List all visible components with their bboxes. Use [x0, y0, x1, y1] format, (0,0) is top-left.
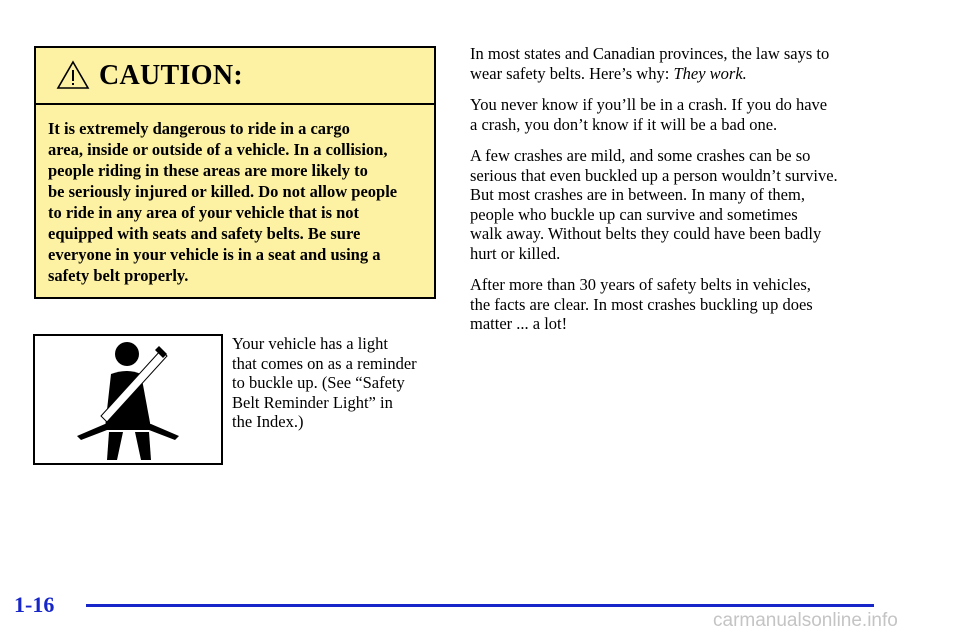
- seatbelt-reminder-icon: [35, 336, 221, 463]
- caution-line: everyone in your vehicle is in a seat and using a: [48, 245, 381, 264]
- watermark: carmanualsonline.info: [713, 610, 898, 631]
- caution-box: [34, 46, 436, 299]
- warning-triangle-icon: [56, 60, 90, 90]
- reminder-line: that comes on as a reminder: [232, 353, 417, 373]
- paragraph-law: [470, 44, 910, 83]
- paragraph-text: wear safety belts. Here’s why:: [470, 63, 674, 83]
- paragraph-line: [470, 64, 910, 84]
- paragraph-line: the facts are clear. In most crashes buckling up does: [470, 294, 813, 314]
- paragraph-line: serious that even buckled up a person wouldn’t survive.: [470, 165, 838, 185]
- page-number: 1-16: [14, 592, 55, 617]
- caution-header: [36, 48, 434, 105]
- caution-line: to ride in any area of your vehicle that is not: [48, 203, 360, 222]
- paragraph-line: matter ... a lot!: [470, 314, 568, 333]
- paragraph-line: hurt or killed.: [470, 243, 561, 263]
- reminder-text: [232, 334, 442, 432]
- paragraph-line: After more than 30 years of safety belts in vehicles,: [470, 275, 811, 294]
- paragraph-line: a crash, you don’t know if it will be a bad one.: [470, 114, 778, 134]
- caution-line: safety belt properly.: [48, 266, 189, 285]
- caution-title: CAUTION:: [99, 60, 243, 91]
- right-column: [470, 44, 910, 346]
- paragraph-line: A few crashes are mild, and some crashes can be so: [470, 146, 811, 165]
- paragraph-line: In most states and Canadian provinces, the law says to: [470, 44, 830, 63]
- caution-line: be seriously injured or killed. Do not allow people: [48, 182, 398, 201]
- reminder-line: the Index.): [232, 412, 304, 431]
- reminder-line: to buckle up. (See “Safety: [232, 373, 405, 392]
- reminder-line: Your vehicle has a light: [232, 334, 388, 353]
- caution-line: people riding in these areas are more likely to: [48, 161, 368, 180]
- caution-line: area, inside or outside of a vehicle. In a collision,: [48, 140, 388, 159]
- footer-rule: [86, 604, 874, 607]
- paragraph-line: people who buckle up can survive and sometimes: [470, 204, 798, 224]
- caution-line: It is extremely dangerous to ride in a cargo: [48, 119, 350, 138]
- paragraph-facts: [470, 275, 910, 334]
- emphasis-text: They work.: [673, 63, 747, 83]
- paragraph-crash: [470, 95, 910, 134]
- paragraph-severity: [470, 146, 910, 263]
- caution-body: [48, 118, 434, 286]
- seatbelt-icon-box: [33, 334, 223, 465]
- caution-line: equipped with seats and safety belts. Be sure: [48, 224, 361, 243]
- paragraph-line: walk away. Without belts they could have been badly: [470, 224, 822, 243]
- paragraph-line: But most crashes are in between. In many of them,: [470, 185, 805, 204]
- paragraph-line: You never know if you’ll be in a crash. If you do have: [470, 95, 828, 114]
- reminder-line: Belt Reminder Light” in: [232, 392, 393, 412]
